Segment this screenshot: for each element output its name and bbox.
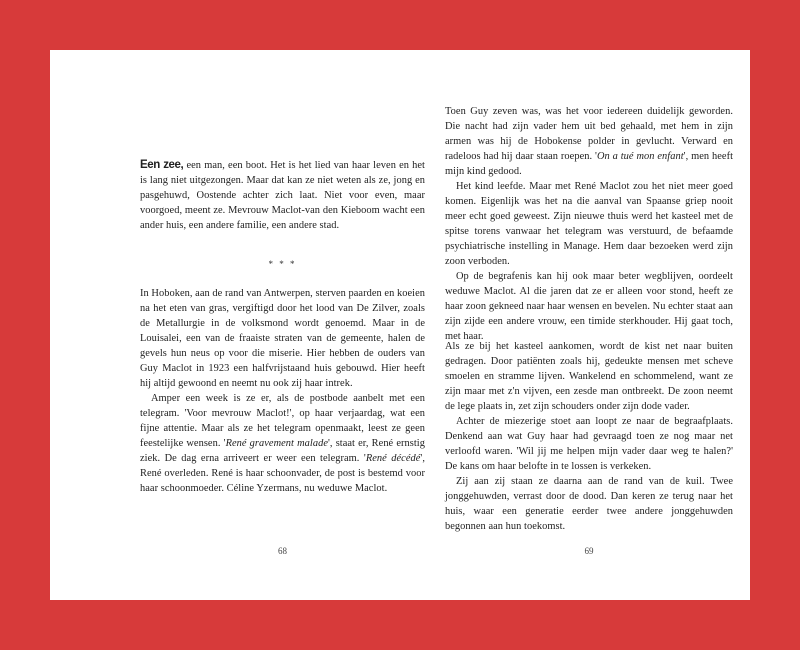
book-spread	[50, 50, 750, 600]
right-paragraph-2: Het kind leefde. Maar met René Maclot zou het niet meer goed komen. Eigenlijk was het na die aanval van Spaanse griep nooit meer echt goed geweest. Zijn nieuwe thuis werd het kasteel met de spitse torens vanwaar het telegram was verstuurd, de befaamde psychiatrische instelling in Manage. Hem daar bezoeken werd zijn zoon verboden.	[445, 181, 733, 267]
left-body-block	[140, 286, 425, 496]
left-paragraph-1: In Hoboken, aan de rand van Antwerpen, sterven paarden en koeien na het eten van gras, vergiftigd door het lood van De Zilver, zoals de Metallurgie in de volksmond wordt genoemd. Maar in de Louisalei, een van de fraaiste straten van de gemeente, halen de gevels hun neus op voor die miserie. Hier hebben de ouders van Guy Maclot in 1923 een halfvrijstaand huis gebouwd. Hier heeft hij altijd gewoond en neemt nu ook zij haar intrek.	[140, 288, 425, 389]
right-page	[445, 50, 733, 600]
right-paragraph-3: Op de begrafenis kan hij ook maar beter wegblijven, oordeelt weduwe Maclot. Al die jaren dat ze er alleen voor stond, heeft ze haar zoon gekneed naar haar wensen en bevelen. Nu echter staat aan zijn zijde een andere vrouw, een timide sterkhouder. Hij gaat toch, met haar.	[445, 271, 733, 342]
right-paragraph-5: Achter de miezerige stoet aan loopt ze naar de begraafplaats. Denkend aan wat Guy haar had gevraagd toen ze nog maar net verloofd waren. 'Wil jij me helpen mijn vader daar weg te halen?' De kans om haar belofte in te lossen is verkeken.	[445, 416, 733, 472]
right-paragraph-1	[445, 104, 733, 179]
left-paragraph-2	[140, 391, 425, 496]
section-separator: * * *	[268, 259, 297, 269]
right-paragraph-6: Zij aan zij staan ze daarna aan de rand van de kuil. Twee jonggehuwden, verrast door de dood. Dan keren ze terug naar het huis, waar een generatie eerder twee andere jonggehuwden begonnen aan hun toekomst.	[445, 476, 733, 532]
right-p1-text-b: ', men heeft mijn kind gedood.	[445, 151, 734, 177]
left-p2-text-b: ', staat er, René ernstig ziek. De dag erna arriveert er weer een telegram. '	[140, 438, 425, 464]
right-body-block-bottom	[445, 339, 733, 534]
opening-paragraph	[140, 158, 425, 233]
page-number-left: 68	[278, 546, 287, 556]
run-in-heading: Een zee,	[140, 159, 184, 171]
left-page	[140, 50, 425, 600]
opening-text: een man, een boot. Het is het lied van haar leven en het is lang niet uitgezongen. Maar dat kan ze niet weten als ze, jong en pasgehuwd, Oostende achter zich laat. Niet voor even, maar voorgoed, meent ze. Mevrouw Maclot-van den Kieboom wacht een ander huis, een andere familie, een andere stad.	[140, 160, 425, 231]
left-p2-italic-1: René gravement malade	[225, 438, 328, 449]
left-p2-text-a: Amper een week is ze er, als de postbode aanbelt met een telegram. 'Voor mevrouw Maclot!', op haar verjaardag, wat een fijne attentie. Maar als ze het telegram openmaakt, leest ze geen feestelijke wensen. '	[140, 393, 425, 449]
right-paragraph-4: Als ze bij het kasteel aankomen, wordt de kist net naar buiten gedragen. Door patiënten zoals hij, gedeukte mensen met scheve smoelen en stramme lijven. Wankelend en schommelend, want ze zijn maar met z'n vijven, een zesde man ontbreekt. De zoon neemt de lege plaats in, zet zijn schouders onder zijn dode vader.	[445, 341, 733, 412]
left-p2-text-c: ', René overleden. René is haar schoonvader, de post is bestemd voor haar schoonmoeder. Céline Yzermans, nu weduwe Maclot.	[140, 453, 425, 494]
right-body-block-top	[445, 104, 733, 344]
right-p1-text-a: Toen Guy zeven was, was het voor iedereen duidelijk geworden. Die nacht had zijn vader hem uit bed gehaald, met hem in zijn armen was hij de Hobokense polder in gevlucht. Verward en radeloos had hij daar staan roepen. '	[445, 106, 733, 162]
opening-block	[140, 158, 425, 233]
left-p2-italic-2: René décédé	[365, 453, 421, 464]
page-number-right: 69	[584, 546, 594, 556]
right-p1-italic: On a tué mon enfant	[596, 151, 684, 162]
